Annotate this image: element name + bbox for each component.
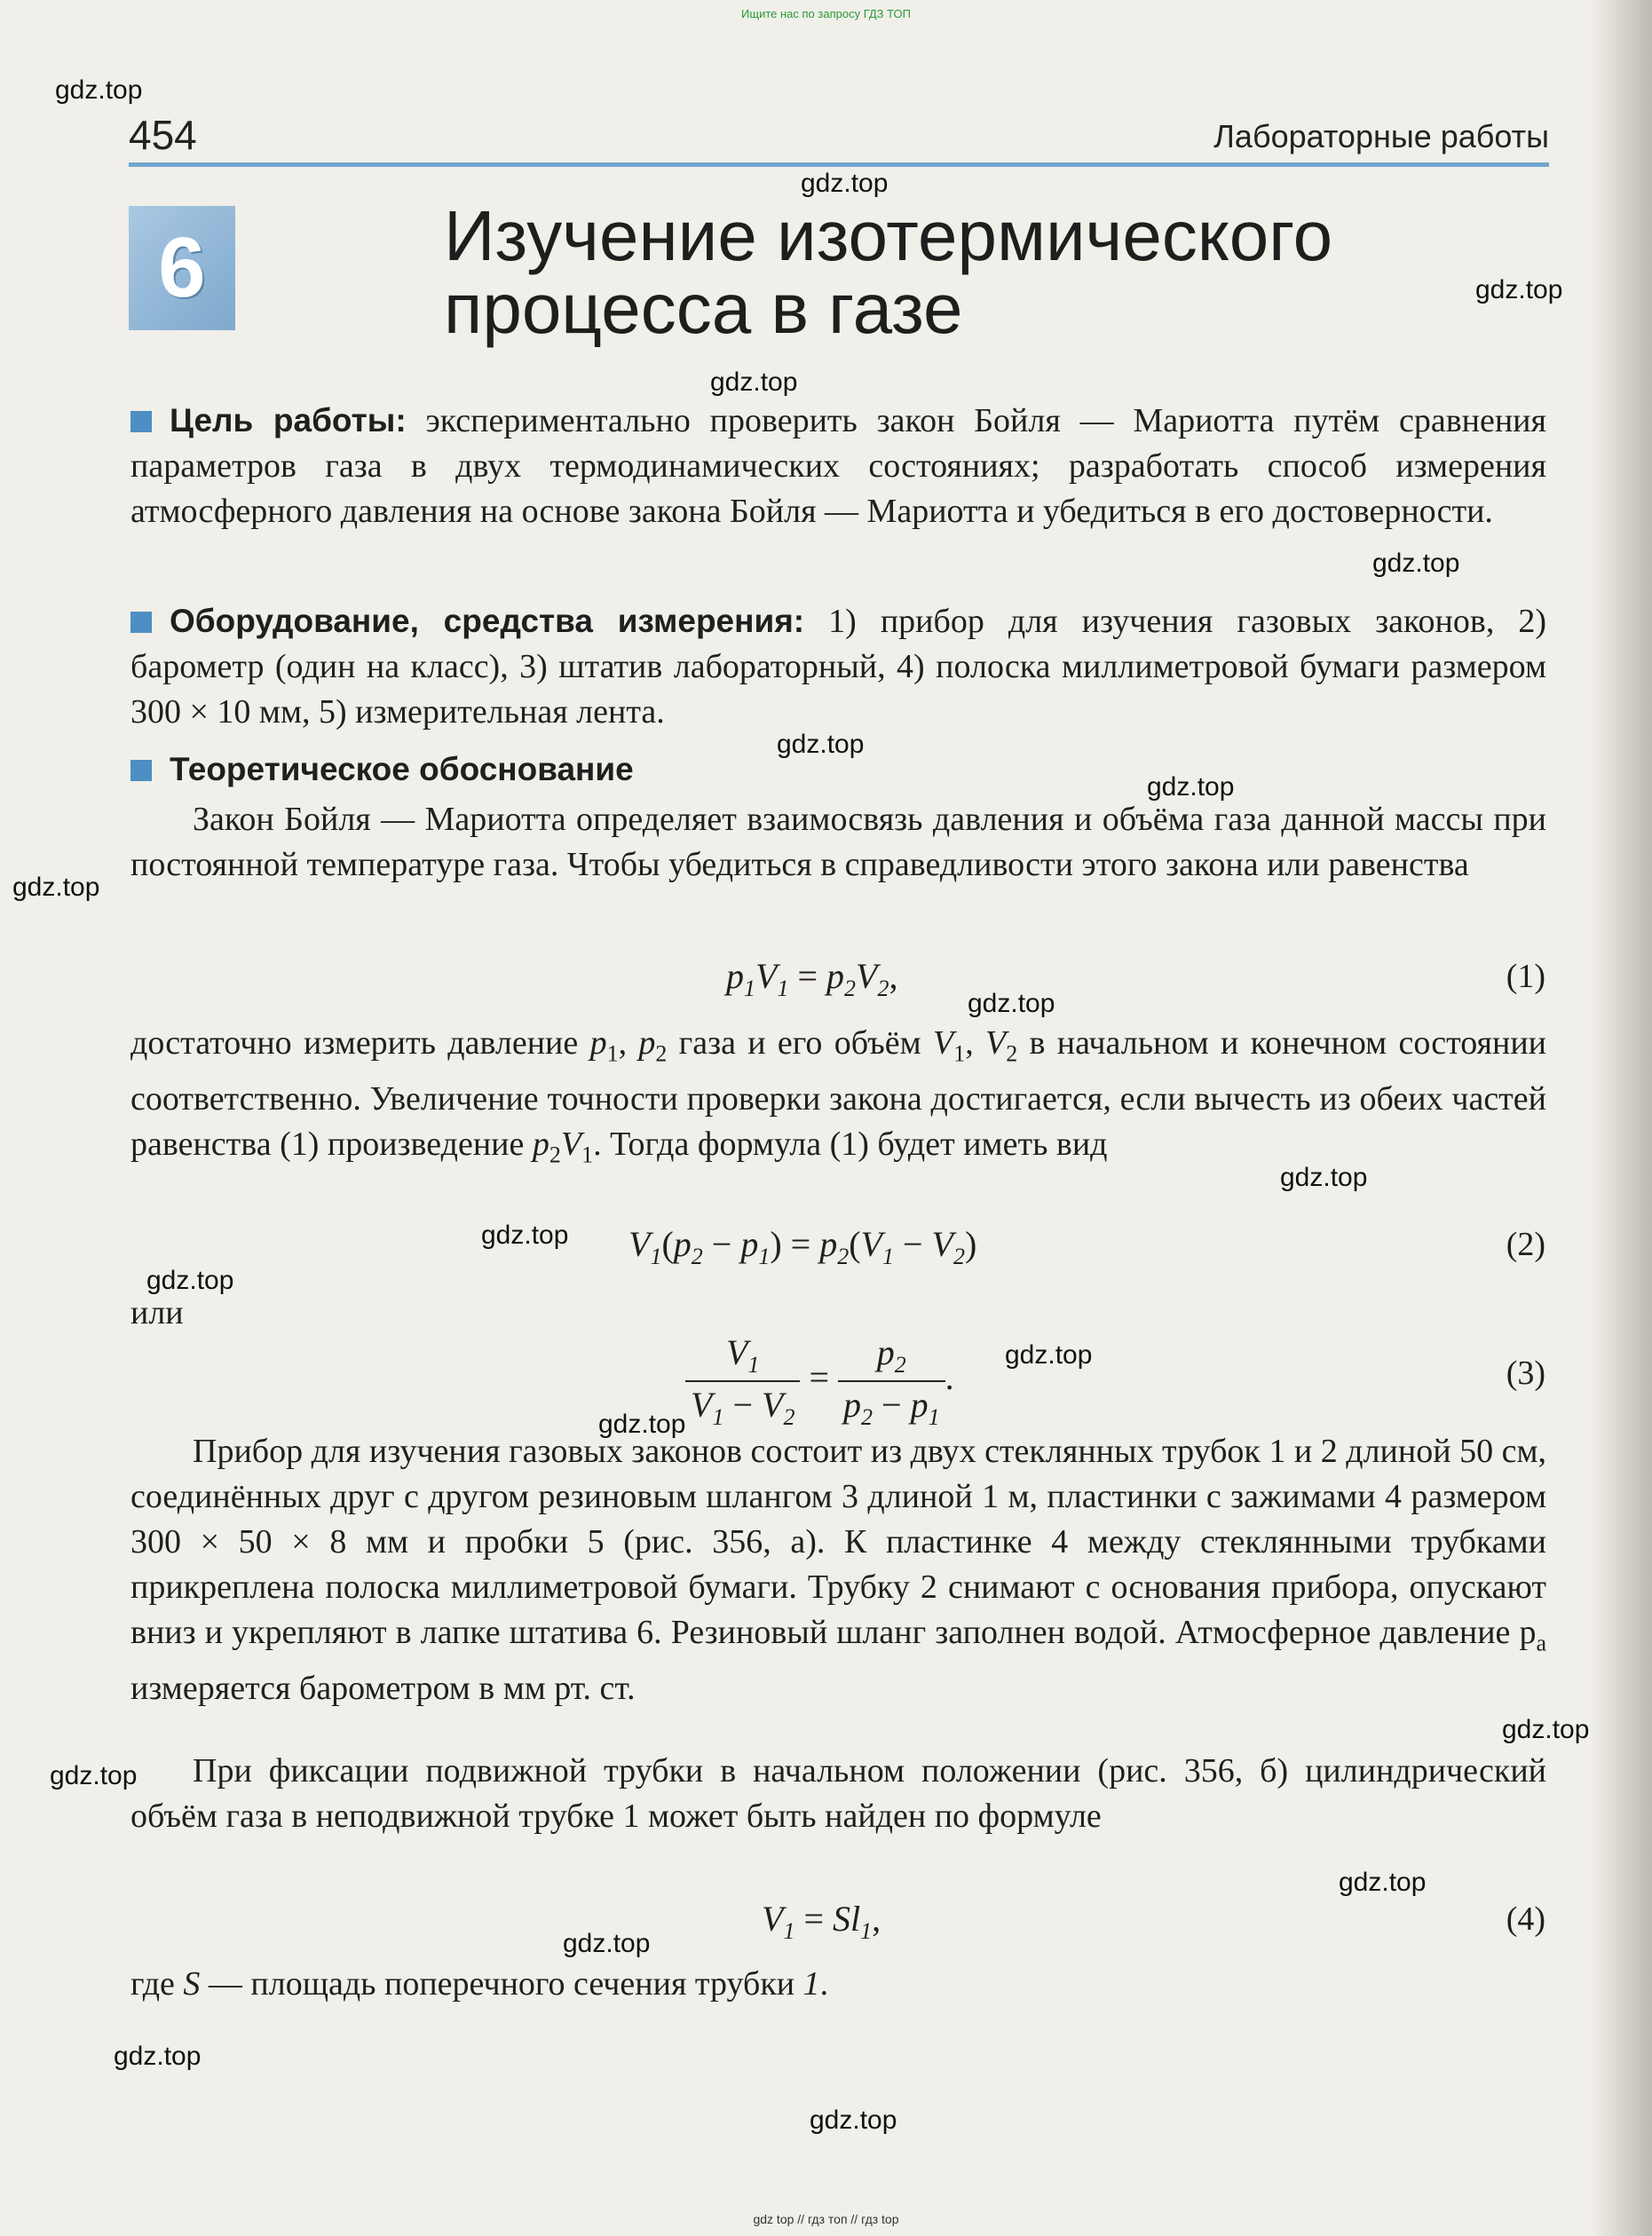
text-span: . Тогда формула (1) будет иметь вид (593, 1125, 1108, 1163)
watermark: gdz.top (1502, 1715, 1590, 1744)
theory-paragraph-5 (130, 1962, 1546, 2007)
watermark: gdz.top (1339, 1868, 1427, 1897)
equation-4: $V_1 = Sl_1$, (762, 1899, 881, 1944)
equipment-text: 1) прибор для изучения газовых законов, 2) барометр (один на класс), 3) штатив лабораторный, 4) полоска миллиметровой бумаги размером 300 × 10 мм, 5) измерительная лента. (130, 603, 1547, 731)
running-title: Лабораторные работы (1213, 118, 1549, 154)
watermark: gdz.top (1372, 549, 1460, 578)
text-span: измеряется барометром в мм рт. ст. (130, 1669, 636, 1707)
watermark: gdz.top (50, 1761, 138, 1790)
or-text: или (130, 1294, 184, 1331)
equation-2: $V_1(p_2 - p_1) = p_2(V_1 - V_2)$ (628, 1224, 977, 1269)
section-bullet-icon (130, 760, 152, 781)
lab-number: 6 (158, 220, 206, 315)
page-header (129, 111, 1549, 160)
equation-1: $p_1V_1 = p_2V_2$, (726, 956, 898, 1001)
subscript: a (1536, 1630, 1546, 1656)
watermark: gdz.top (710, 367, 798, 397)
watermark: gdz.top (777, 730, 865, 759)
symbol: 1 (802, 1965, 820, 2003)
watermark: gdz.top (55, 75, 143, 105)
goal-label: Цель работы: (170, 402, 407, 439)
lab-title (444, 196, 1333, 348)
watermark: gdz.top (1280, 1163, 1368, 1192)
equation-2-number: (2) (1506, 1226, 1545, 1263)
lab-title-line: процесса в газе (444, 269, 963, 348)
watermark: gdz.top (12, 873, 100, 902)
section-bullet-icon (130, 411, 152, 432)
watermark: gdz.top (810, 2106, 897, 2135)
theory-heading-text: Теоретическое обоснование (170, 751, 634, 787)
watermark: gdz.top (801, 169, 889, 198)
watermark: gdz.top (114, 2042, 202, 2071)
text-span: где (130, 1965, 184, 2003)
goal-paragraph (130, 398, 1546, 534)
lab-number-badge (129, 206, 235, 330)
watermark: gdz.top (1475, 275, 1563, 304)
theory-heading (130, 751, 634, 788)
text-span: . (819, 1965, 829, 2003)
page-edge-shadow (1590, 0, 1652, 2236)
text-span: — площадь поперечного сечения трубки (200, 1965, 803, 2003)
top-banner: Ищите нас по запросу ГДЗ ТОП (741, 7, 911, 20)
text-span: газа и его объём (667, 1024, 933, 1062)
fraction: $\frac{V_1}{V_1 - V_2}$ (685, 1331, 800, 1431)
watermark: gdz.top (481, 1221, 569, 1250)
theory-paragraph-4: При фиксации подвижной трубки в начальном положении (рис. 356, б) цилиндрический объём газа в неподвижной трубке 1 может быть найден по формуле (130, 1752, 1546, 1835)
lab-title-line: Изучение изотермического (444, 196, 1333, 275)
watermark: gdz.top (146, 1266, 234, 1295)
equipment-label: Оборудование, средства измерения: (170, 603, 805, 639)
watermark: gdz.top (1147, 772, 1235, 802)
watermark: gdz.top (563, 1929, 651, 1958)
theory-paragraph-3 (130, 1429, 1546, 1711)
symbol: S (183, 1965, 201, 2003)
bottom-banner: gdz top // гдз топ // гдз top (753, 2212, 899, 2226)
fraction: $\frac{p_2}{p_2 - p_1}$ (838, 1331, 945, 1431)
theory-paragraph-2: достаточно измерить давление $p_1$, $p_2$ газа и его объём $V_1$, $V_2$ в начальном и конечном состоянии соответственно. Увеличение точности проверки закона достигается, если вычесть из обеих частей равенства (1) произведение $p_2V_1$. Тогда формула (1) будет иметь вид (130, 1024, 1547, 1168)
watermark: gdz.top (598, 1410, 686, 1439)
page-number: 454 (129, 112, 197, 158)
equation-1-number: (1) (1506, 958, 1545, 995)
watermark: gdz.top (968, 989, 1055, 1018)
text-span: достаточно измерить давление (130, 1024, 590, 1062)
header-rule (129, 162, 1549, 167)
text-span: в начальном и конечном состоянии соответственно. Увеличение точности проверки закона достигается, если вычесть из обеих частей равенства (1) произведение (130, 1024, 1547, 1163)
theory-paragraph-1: Закон Бойля — Мариотта определяет взаимосвязь давления и объёма газа данной массы при постоянной температуре газа. Чтобы убедиться в справедливости этого закона или равенства (130, 801, 1546, 883)
equation-4-number: (4) (1506, 1900, 1545, 1938)
watermark: gdz.top (1005, 1340, 1093, 1370)
section-bullet-icon (130, 612, 152, 633)
equipment-paragraph (130, 598, 1546, 735)
text-span: Прибор для изучения газовых законов состоит из двух стеклянных трубок 1 и 2 длиной 50 см, соединённых друг с другом резиновым шлангом 3 длиной 1 м, пластинки с зажимами 4 размером 300 × 50 × 8 мм и пробки 5 (рис. 356, а). К пластинке 4 между стеклянными трубками прикреплена полоска миллиметровой бумаги. Трубку 2 снимают с основания прибора, опускают вниз и укрепляют в лапке штатива 6. Резиновый шланг заполнен водой. Атмосферное давление p (130, 1433, 1546, 1651)
equation-3: $\frac{V_1}{V_1 - V_2}$ = $\frac{p_2}{p_2 - p_1}$ . (685, 1331, 954, 1431)
equation-3-number: (3) (1506, 1355, 1545, 1392)
goal-text: экспериментально проверить закон Бойля — Мариотта путём сравнения параметров газа в двух термодинамических состояниях; разработать способ измерения атмосферного давления на основе закона Бойля — Мариотта и убедиться в его достоверности. (130, 402, 1546, 530)
